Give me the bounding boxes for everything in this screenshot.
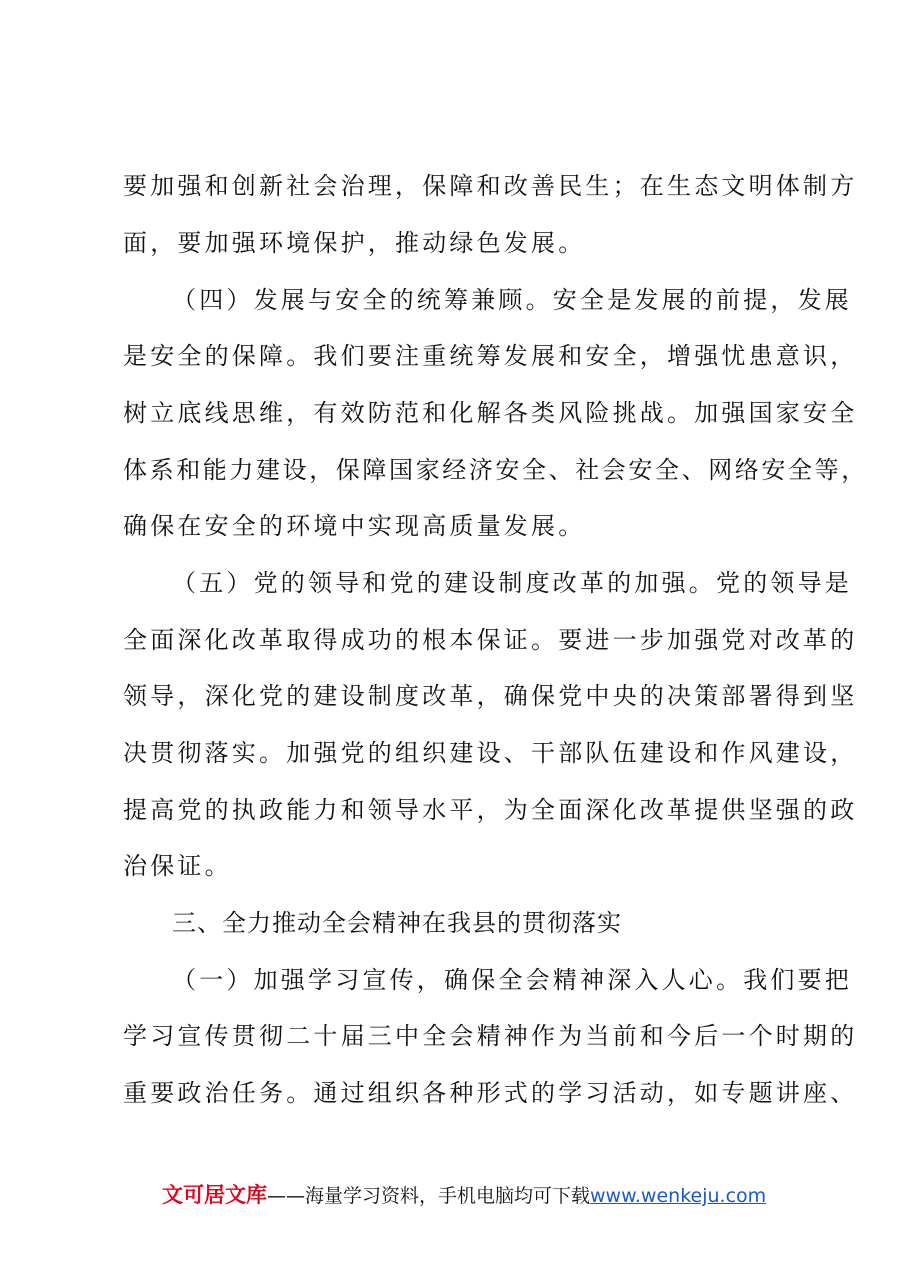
section-paragraph-start: （一）加强学习宣传，确保全会精神深入人心。我们要把 <box>172 966 852 994</box>
body-line: 领导，深化党的建设制度改革，确保党中央的决策部署得到坚 <box>123 682 858 710</box>
section-paragraph-start: （四）发展与安全的统筹兼顾。安全是发展的前提，发展 <box>172 286 852 314</box>
body-line: 全面深化改革取得成功的根本保证。要进一步加强党对改革的 <box>123 626 858 654</box>
footer-link[interactable]: www.wenkeju.com <box>590 1185 767 1207</box>
body-line: 重要政治任务。通过组织各种形式的学习活动，如专题讲座、 <box>123 1079 858 1107</box>
body-line: 提高党的执政能力和领导水平，为全面深化改革提供坚强的政 <box>123 796 858 824</box>
body-line: 面，要加强环境保护，推动绿色发展。 <box>123 229 586 257</box>
footer-brand: 文可居文库 <box>162 1183 267 1207</box>
body-line: 是安全的保障。我们要注重统筹发展和安全，增强忧患意识， <box>123 342 858 370</box>
body-line: 要加强和创新社会治理，保障和改善民生；在生态文明体制方 <box>123 172 858 200</box>
footer-banner <box>162 1181 766 1210</box>
section-paragraph-start: （五）党的领导和党的建设制度改革的加强。党的领导是 <box>172 569 852 597</box>
body-line: 治保证。 <box>123 852 232 880</box>
footer-slogan: ——海量学习资料，手机电脑均可下载 <box>267 1185 591 1207</box>
body-line: 树立底线思维，有效防范和化解各类风险挑战。加强国家安全 <box>123 399 858 427</box>
body-line: 学习宣传贯彻二十届三中全会精神作为当前和今后一个时期的 <box>123 1022 858 1050</box>
section-heading: 三、全力推动全会精神在我县的贯彻落实 <box>172 909 622 937</box>
body-line: 决贯彻落实。加强党的组织建设、干部队伍建设和作风建设， <box>123 739 858 767</box>
body-line: 确保在安全的环境中实现高质量发展。 <box>123 512 586 540</box>
body-line: 体系和能力建设，保障国家经济安全、社会安全、网络安全等， <box>123 456 868 484</box>
